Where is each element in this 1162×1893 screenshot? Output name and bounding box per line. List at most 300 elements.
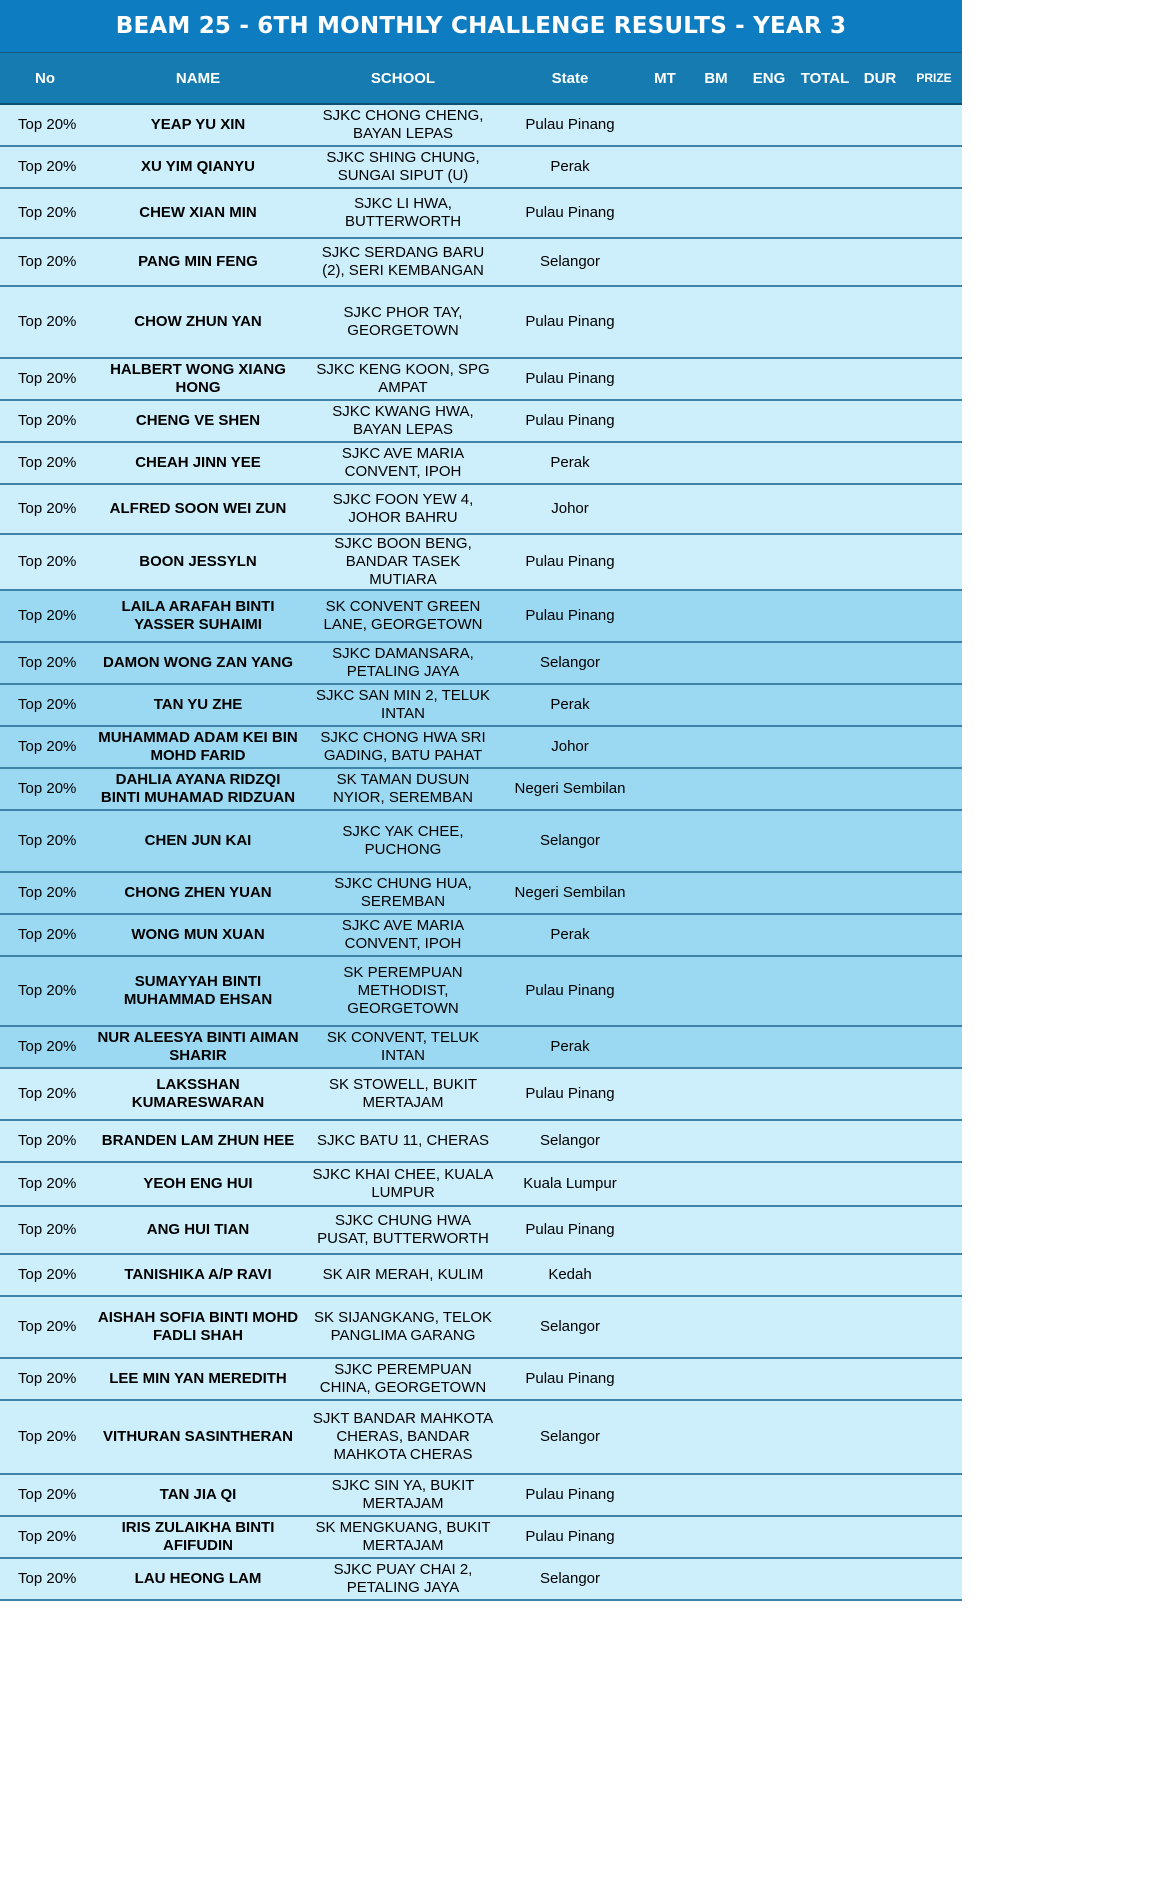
cell-bm (690, 358, 742, 400)
cell-prize (906, 810, 962, 872)
cell-total (796, 726, 854, 768)
cell-name: CHENG VE SHEN (90, 400, 306, 442)
cell-state: Perak (500, 442, 640, 484)
cell-state: Pulau Pinang (500, 1206, 640, 1254)
cell-mt (640, 146, 690, 188)
cell-bm (690, 534, 742, 590)
cell-dur (854, 726, 906, 768)
cell-name: ANG HUI TIAN (90, 1206, 306, 1254)
header-prize: PRIZE (906, 53, 962, 104)
cell-eng (742, 1254, 796, 1296)
cell-name: TAN YU ZHE (90, 684, 306, 726)
cell-total (796, 400, 854, 442)
cell-total (796, 914, 854, 956)
cell-no: Top 20% (0, 914, 90, 956)
cell-eng (742, 1206, 796, 1254)
cell-bm (690, 1296, 742, 1358)
cell-state: Pulau Pinang (500, 534, 640, 590)
cell-mt (640, 1206, 690, 1254)
cell-state: Johor (500, 484, 640, 534)
cell-prize (906, 1516, 962, 1558)
cell-state: Selangor (500, 1558, 640, 1600)
cell-no: Top 20% (0, 1120, 90, 1162)
cell-eng (742, 1358, 796, 1400)
table-row (0, 1254, 962, 1296)
cell-no: Top 20% (0, 400, 90, 442)
cell-name: LEE MIN YAN MEREDITH (90, 1358, 306, 1400)
cell-mt (640, 1400, 690, 1474)
cell-no: Top 20% (0, 1400, 90, 1474)
table-body (0, 104, 962, 1600)
cell-mt (640, 1026, 690, 1068)
cell-school: SJKT BANDAR MAHKOTA CHERAS, BANDAR MAHKOTA CHERAS (306, 1400, 500, 1474)
table-row (0, 810, 962, 872)
cell-prize (906, 684, 962, 726)
cell-mt (640, 238, 690, 286)
cell-name: HALBERT WONG XIANG HONG (90, 358, 306, 400)
cell-dur (854, 956, 906, 1026)
cell-name: CHEAH JINN YEE (90, 442, 306, 484)
cell-state: Selangor (500, 1400, 640, 1474)
table-row (0, 1516, 962, 1558)
cell-mt (640, 442, 690, 484)
cell-mt (640, 1162, 690, 1206)
cell-dur (854, 810, 906, 872)
table-row (0, 400, 962, 442)
table-header (0, 53, 962, 104)
cell-name: ALFRED SOON WEI ZUN (90, 484, 306, 534)
cell-mt (640, 286, 690, 358)
cell-dur (854, 1162, 906, 1206)
cell-total (796, 1120, 854, 1162)
cell-school: SJKC FOON YEW 4, JOHOR BAHRU (306, 484, 500, 534)
table-row (0, 872, 962, 914)
cell-bm (690, 1358, 742, 1400)
cell-mt (640, 914, 690, 956)
cell-state: Pulau Pinang (500, 1474, 640, 1516)
cell-prize (906, 484, 962, 534)
cell-dur (854, 1206, 906, 1254)
cell-eng (742, 1558, 796, 1600)
table-row (0, 768, 962, 810)
cell-prize (906, 1026, 962, 1068)
cell-bm (690, 146, 742, 188)
cell-state: Pulau Pinang (500, 286, 640, 358)
cell-dur (854, 442, 906, 484)
cell-no: Top 20% (0, 1068, 90, 1120)
cell-total (796, 1516, 854, 1558)
cell-eng (742, 146, 796, 188)
cell-name: SUMAYYAH BINTI MUHAMMAD EHSAN (90, 956, 306, 1026)
cell-dur (854, 104, 906, 146)
cell-prize (906, 1400, 962, 1474)
cell-eng (742, 442, 796, 484)
cell-prize (906, 1162, 962, 1206)
cell-eng (742, 1068, 796, 1120)
cell-name: YEOH ENG HUI (90, 1162, 306, 1206)
cell-name: CHEW XIAN MIN (90, 188, 306, 238)
cell-school: SK PEREMPUAN METHODIST, GEORGETOWN (306, 956, 500, 1026)
cell-school: SK CONVENT, TELUK INTAN (306, 1026, 500, 1068)
cell-name: WONG MUN XUAN (90, 914, 306, 956)
cell-total (796, 642, 854, 684)
cell-eng (742, 810, 796, 872)
cell-mt (640, 1358, 690, 1400)
cell-dur (854, 1358, 906, 1400)
cell-school: SJKC BOON BENG, BANDAR TASEK MUTIARA (306, 534, 500, 590)
header-name: NAME (90, 53, 306, 104)
cell-bm (690, 1026, 742, 1068)
cell-name: PANG MIN FENG (90, 238, 306, 286)
cell-total (796, 1068, 854, 1120)
cell-school: SK MENGKUANG, BUKIT MERTAJAM (306, 1516, 500, 1558)
cell-mt (640, 104, 690, 146)
cell-mt (640, 768, 690, 810)
cell-eng (742, 1474, 796, 1516)
cell-dur (854, 1516, 906, 1558)
cell-school: SJKC CHONG HWA SRI GADING, BATU PAHAT (306, 726, 500, 768)
cell-mt (640, 1068, 690, 1120)
cell-no: Top 20% (0, 1206, 90, 1254)
header-row (0, 53, 962, 104)
cell-total (796, 1558, 854, 1600)
cell-dur (854, 872, 906, 914)
cell-total (796, 358, 854, 400)
cell-total (796, 1400, 854, 1474)
cell-bm (690, 590, 742, 642)
header-state: State (500, 53, 640, 104)
cell-no: Top 20% (0, 1558, 90, 1600)
table-row (0, 1400, 962, 1474)
cell-total (796, 1254, 854, 1296)
cell-no: Top 20% (0, 1474, 90, 1516)
cell-total (796, 590, 854, 642)
cell-bm (690, 1162, 742, 1206)
header-total: TOTAL (796, 53, 854, 104)
cell-bm (690, 400, 742, 442)
cell-dur (854, 1068, 906, 1120)
cell-school: SJKC SERDANG BARU (2), SERI KEMBANGAN (306, 238, 500, 286)
cell-total (796, 238, 854, 286)
cell-bm (690, 238, 742, 286)
cell-prize (906, 872, 962, 914)
cell-dur (854, 684, 906, 726)
cell-no: Top 20% (0, 286, 90, 358)
cell-dur (854, 238, 906, 286)
cell-school: SJKC AVE MARIA CONVENT, IPOH (306, 914, 500, 956)
cell-eng (742, 400, 796, 442)
cell-no: Top 20% (0, 484, 90, 534)
table-row (0, 1558, 962, 1600)
cell-school: SJKC KHAI CHEE, KUALA LUMPUR (306, 1162, 500, 1206)
cell-prize (906, 400, 962, 442)
cell-bm (690, 286, 742, 358)
table-row (0, 146, 962, 188)
cell-bm (690, 1558, 742, 1600)
cell-no: Top 20% (0, 1516, 90, 1558)
cell-mt (640, 534, 690, 590)
cell-eng (742, 1026, 796, 1068)
cell-school: SJKC KENG KOON, SPG AMPAT (306, 358, 500, 400)
cell-bm (690, 684, 742, 726)
cell-total (796, 146, 854, 188)
cell-dur (854, 1558, 906, 1600)
cell-total (796, 768, 854, 810)
cell-prize (906, 188, 962, 238)
cell-school: SJKC KWANG HWA, BAYAN LEPAS (306, 400, 500, 442)
results-table (0, 53, 962, 1601)
cell-dur (854, 484, 906, 534)
cell-eng (742, 956, 796, 1026)
cell-eng (742, 358, 796, 400)
cell-dur (854, 642, 906, 684)
cell-bm (690, 768, 742, 810)
cell-eng (742, 188, 796, 238)
cell-total (796, 1296, 854, 1358)
table-row (0, 642, 962, 684)
cell-no: Top 20% (0, 590, 90, 642)
cell-prize (906, 1254, 962, 1296)
cell-mt (640, 1474, 690, 1516)
cell-total (796, 1358, 854, 1400)
cell-no: Top 20% (0, 684, 90, 726)
header-eng: ENG (742, 53, 796, 104)
table-row (0, 684, 962, 726)
table-row (0, 484, 962, 534)
cell-prize (906, 642, 962, 684)
cell-dur (854, 146, 906, 188)
cell-prize (906, 768, 962, 810)
table-row (0, 534, 962, 590)
cell-mt (640, 400, 690, 442)
cell-school: SJKC LI HWA, BUTTERWORTH (306, 188, 500, 238)
cell-prize (906, 914, 962, 956)
cell-school: SK STOWELL, BUKIT MERTAJAM (306, 1068, 500, 1120)
cell-eng (742, 872, 796, 914)
cell-state: Pulau Pinang (500, 590, 640, 642)
cell-bm (690, 442, 742, 484)
cell-total (796, 442, 854, 484)
table-row (0, 1206, 962, 1254)
cell-prize (906, 1206, 962, 1254)
cell-state: Selangor (500, 1120, 640, 1162)
cell-dur (854, 1026, 906, 1068)
cell-dur (854, 914, 906, 956)
cell-school: SK CONVENT GREEN LANE, GEORGETOWN (306, 590, 500, 642)
cell-state: Pulau Pinang (500, 400, 640, 442)
cell-bm (690, 1516, 742, 1558)
cell-no: Top 20% (0, 534, 90, 590)
cell-no: Top 20% (0, 188, 90, 238)
cell-mt (640, 1120, 690, 1162)
cell-school: SK SIJANGKANG, TELOK PANGLIMA GARANG (306, 1296, 500, 1358)
cell-eng (742, 286, 796, 358)
cell-bm (690, 810, 742, 872)
cell-dur (854, 534, 906, 590)
table-row (0, 188, 962, 238)
cell-school: SK AIR MERAH, KULIM (306, 1254, 500, 1296)
header-no: No (0, 53, 90, 104)
cell-school: SJKC SIN YA, BUKIT MERTAJAM (306, 1474, 500, 1516)
cell-state: Johor (500, 726, 640, 768)
cell-mt (640, 726, 690, 768)
cell-no: Top 20% (0, 1254, 90, 1296)
cell-state: Selangor (500, 642, 640, 684)
cell-name: TAN JIA QI (90, 1474, 306, 1516)
table-row (0, 238, 962, 286)
cell-prize (906, 534, 962, 590)
cell-state: Pulau Pinang (500, 1068, 640, 1120)
cell-mt (640, 872, 690, 914)
cell-mt (640, 956, 690, 1026)
cell-state: Pulau Pinang (500, 104, 640, 146)
cell-school: SJKC YAK CHEE, PUCHONG (306, 810, 500, 872)
cell-mt (640, 684, 690, 726)
cell-total (796, 810, 854, 872)
cell-school: SJKC CHONG CHENG, BAYAN LEPAS (306, 104, 500, 146)
cell-prize (906, 956, 962, 1026)
header-bm: BM (690, 53, 742, 104)
cell-prize (906, 1296, 962, 1358)
cell-mt (640, 642, 690, 684)
cell-no: Top 20% (0, 810, 90, 872)
table-row (0, 1358, 962, 1400)
cell-bm (690, 872, 742, 914)
cell-dur (854, 358, 906, 400)
cell-name: CHOW ZHUN YAN (90, 286, 306, 358)
cell-mt (640, 810, 690, 872)
cell-total (796, 484, 854, 534)
cell-name: NUR ALEESYA BINTI AIMAN SHARIR (90, 1026, 306, 1068)
cell-bm (690, 188, 742, 238)
cell-total (796, 188, 854, 238)
cell-school: SJKC PHOR TAY, GEORGETOWN (306, 286, 500, 358)
cell-total (796, 534, 854, 590)
cell-state: Selangor (500, 1296, 640, 1358)
cell-dur (854, 768, 906, 810)
cell-school: SK TAMAN DUSUN NYIOR, SEREMBAN (306, 768, 500, 810)
cell-dur (854, 1400, 906, 1474)
cell-state: Pulau Pinang (500, 188, 640, 238)
cell-eng (742, 1296, 796, 1358)
cell-prize (906, 1120, 962, 1162)
cell-school: SJKC AVE MARIA CONVENT, IPOH (306, 442, 500, 484)
cell-bm (690, 914, 742, 956)
cell-prize (906, 358, 962, 400)
table-row (0, 1120, 962, 1162)
cell-prize (906, 104, 962, 146)
table-row (0, 726, 962, 768)
cell-total (796, 286, 854, 358)
cell-state: Pulau Pinang (500, 956, 640, 1026)
cell-mt (640, 1254, 690, 1296)
cell-school: SJKC PEREMPUAN CHINA, GEORGETOWN (306, 1358, 500, 1400)
cell-name: AISHAH SOFIA BINTI MOHD FADLI SHAH (90, 1296, 306, 1358)
cell-prize (906, 1068, 962, 1120)
cell-name: BRANDEN LAM ZHUN HEE (90, 1120, 306, 1162)
cell-bm (690, 1206, 742, 1254)
cell-total (796, 1474, 854, 1516)
cell-mt (640, 358, 690, 400)
cell-name: TANISHIKA A/P RAVI (90, 1254, 306, 1296)
cell-state: Kedah (500, 1254, 640, 1296)
cell-dur (854, 1254, 906, 1296)
cell-no: Top 20% (0, 358, 90, 400)
table-row (0, 104, 962, 146)
cell-school: SJKC SHING CHUNG, SUNGAI SIPUT (U) (306, 146, 500, 188)
table-row (0, 286, 962, 358)
cell-name: LAILA ARAFAH BINTI YASSER SUHAIMI (90, 590, 306, 642)
cell-eng (742, 104, 796, 146)
cell-no: Top 20% (0, 1296, 90, 1358)
cell-name: LAKSSHAN KUMARESWARAN (90, 1068, 306, 1120)
cell-bm (690, 1474, 742, 1516)
cell-no: Top 20% (0, 726, 90, 768)
cell-school: SJKC CHUNG HUA, SEREMBAN (306, 872, 500, 914)
table-row (0, 914, 962, 956)
cell-eng (742, 1400, 796, 1474)
cell-name: LAU HEONG LAM (90, 1558, 306, 1600)
cell-state: Selangor (500, 810, 640, 872)
cell-school: SJKC DAMANSARA, PETALING JAYA (306, 642, 500, 684)
cell-state: Kuala Lumpur (500, 1162, 640, 1206)
cell-mt (640, 1516, 690, 1558)
cell-name: VITHURAN SASINTHERAN (90, 1400, 306, 1474)
cell-prize (906, 590, 962, 642)
table-row (0, 358, 962, 400)
cell-name: MUHAMMAD ADAM KEI BIN MOHD FARID (90, 726, 306, 768)
cell-prize (906, 1358, 962, 1400)
cell-prize (906, 1474, 962, 1516)
cell-name: XU YIM QIANYU (90, 146, 306, 188)
table-row (0, 442, 962, 484)
cell-no: Top 20% (0, 238, 90, 286)
cell-eng (742, 1120, 796, 1162)
cell-dur (854, 1296, 906, 1358)
cell-no: Top 20% (0, 1162, 90, 1206)
cell-school: SJKC SAN MIN 2, TELUK INTAN (306, 684, 500, 726)
header-school: SCHOOL (306, 53, 500, 104)
cell-name: IRIS ZULAIKHA BINTI AFIFUDIN (90, 1516, 306, 1558)
cell-mt (640, 1296, 690, 1358)
cell-total (796, 1026, 854, 1068)
cell-eng (742, 484, 796, 534)
cell-school: SJKC BATU 11, CHERAS (306, 1120, 500, 1162)
table-row (0, 1474, 962, 1516)
cell-name: DAHLIA AYANA RIDZQI BINTI MUHAMAD RIDZUAN (90, 768, 306, 810)
header-dur: DUR (854, 53, 906, 104)
table-row (0, 1162, 962, 1206)
cell-no: Top 20% (0, 872, 90, 914)
cell-no: Top 20% (0, 1358, 90, 1400)
cell-eng (742, 684, 796, 726)
cell-prize (906, 238, 962, 286)
cell-mt (640, 188, 690, 238)
cell-eng (742, 534, 796, 590)
cell-dur (854, 286, 906, 358)
cell-bm (690, 1400, 742, 1474)
cell-prize (906, 146, 962, 188)
cell-state: Perak (500, 146, 640, 188)
cell-bm (690, 484, 742, 534)
cell-prize (906, 1558, 962, 1600)
cell-dur (854, 188, 906, 238)
cell-mt (640, 1558, 690, 1600)
cell-no: Top 20% (0, 442, 90, 484)
cell-prize (906, 726, 962, 768)
cell-name: DAMON WONG ZAN YANG (90, 642, 306, 684)
cell-prize (906, 286, 962, 358)
